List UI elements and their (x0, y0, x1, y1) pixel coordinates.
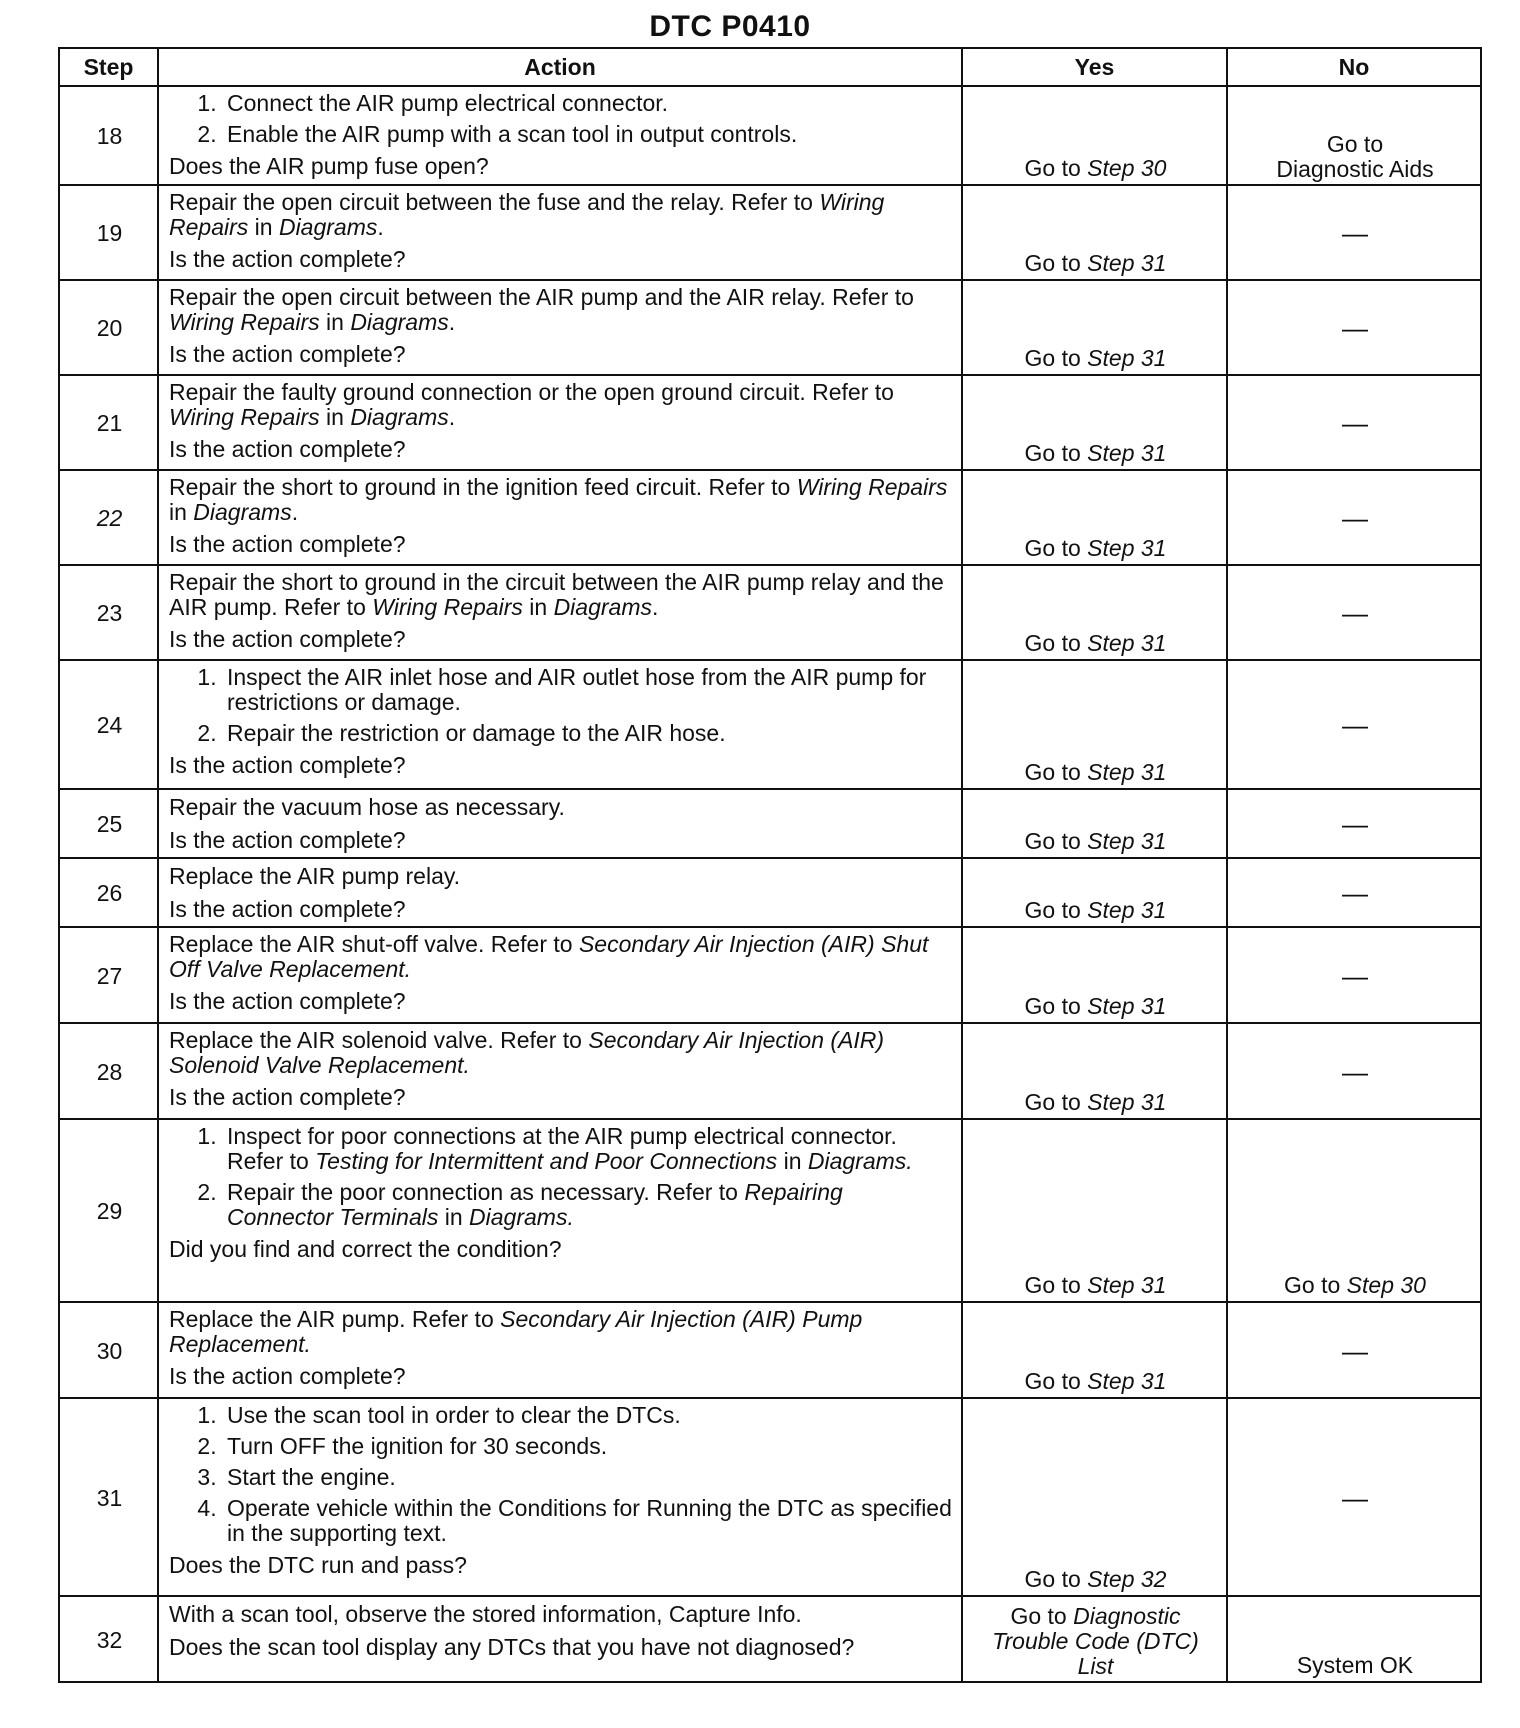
no-cell: — (1227, 185, 1481, 280)
action-description: Replace the AIR shut-off valve. Refer to Secondary Air Injection (AIR) Shut Off Valve Replacement. (169, 931, 929, 982)
action-cell (158, 86, 962, 185)
action-item: 1. Connect the AIR pump electrical connector. (223, 91, 953, 116)
table-row (59, 1596, 1481, 1682)
no-cell: — (1227, 1398, 1481, 1596)
action-description: Replace the AIR solenoid valve. Refer to Secondary Air Injection (AIR) Solenoid Valve Replacement. (169, 1027, 885, 1078)
step-number: 32 (59, 1596, 158, 1682)
step-number: 22 (59, 470, 158, 565)
yes-cell: Go to Step 31 (962, 185, 1227, 280)
action-description: Repair the faulty ground connection or the open ground circuit. Refer to Wiring Repairs in Diagrams. (169, 379, 894, 430)
action-line: Repair the vacuum hose as necessary. (169, 794, 565, 820)
yes-cell: Go to Step 31 (962, 927, 1227, 1023)
action-question: Did you find and correct the condition? (169, 1236, 562, 1262)
action-description: Replace the AIR pump. Refer to Secondary Air Injection (AIR) Pump Replacement. (169, 1306, 863, 1357)
action-question: Is the action complete? (169, 1084, 406, 1110)
no-cell: — (1227, 1023, 1481, 1119)
header-row (59, 48, 1481, 86)
yes-cell: Go to Step 31 (962, 565, 1227, 660)
action-question: Is the action complete? (169, 436, 406, 462)
table-row (59, 1302, 1481, 1398)
no-cell: — (1227, 375, 1481, 470)
action-question: Is the action complete? (169, 1363, 406, 1389)
step-number: 26 (59, 858, 158, 927)
yes-cell: Go to Step 31 (962, 280, 1227, 375)
action-question: Is the action complete? (169, 896, 406, 922)
action-cell (158, 470, 962, 565)
action-cell (158, 565, 962, 660)
dtc-table (58, 47, 1482, 1683)
yes-cell: Go to Step 31 (962, 1302, 1227, 1398)
action-line: With a scan tool, observe the stored information, Capture Info. (169, 1601, 802, 1627)
yes-cell: Go to Step 31 (962, 660, 1227, 789)
no-cell: Go to Diagnostic Aids (1227, 86, 1481, 185)
no-cell: — (1227, 927, 1481, 1023)
action-question: Is the action complete? (169, 626, 406, 652)
action-cell (158, 185, 962, 280)
action-list (169, 1403, 953, 1546)
action-cell (158, 280, 962, 375)
action-item: 2. Repair the poor connection as necessary. Refer to Repairing Connector Terminals in Diagrams. (223, 1180, 953, 1230)
no-cell: Go to Step 30 (1227, 1119, 1481, 1302)
action-question: Is the action complete? (169, 341, 406, 367)
no-cell: — (1227, 789, 1481, 858)
yes-text: Go to (1024, 155, 1088, 181)
yes-cell: Go to Step 32 (962, 1398, 1227, 1596)
table-row (59, 927, 1481, 1023)
yes-cell: Go to Step 31 (962, 1119, 1227, 1302)
action-cell (158, 858, 962, 927)
yes-step-ref: Step 30 (1087, 155, 1167, 181)
action-item: 2. Repair the restriction or damage to the AIR hose. (223, 721, 953, 746)
action-description: Repair the open circuit between the fuse and the relay. Refer to Wiring Repairs in Diagrams. (169, 189, 885, 240)
header-action: Action (158, 48, 962, 86)
yes-cell: Go to Step 31 (962, 858, 1227, 927)
action-question: Is the action complete? (169, 531, 406, 557)
yes-cell: Go to Diagnostic Trouble Code (DTC) List (962, 1596, 1227, 1682)
action-item: 1. Inspect the AIR inlet hose and AIR outlet hose from the AIR pump for restrictions or damage. (223, 665, 953, 715)
table-row (59, 1119, 1481, 1302)
table-row (59, 86, 1481, 185)
yes-cell: Go to Step 31 (962, 789, 1227, 858)
table-row (59, 1398, 1481, 1596)
action-question: Is the action complete? (169, 988, 406, 1014)
header-no: No (1227, 48, 1481, 86)
table-row (59, 280, 1481, 375)
table-row (59, 789, 1481, 858)
step-number: 30 (59, 1302, 158, 1398)
no-cell: — (1227, 660, 1481, 789)
document-title: DTC P0410 (649, 10, 811, 43)
step-number: 19 (59, 185, 158, 280)
action-cell (158, 375, 962, 470)
step-number: 25 (59, 789, 158, 858)
step-number: 24 (59, 660, 158, 789)
no-cell: — (1227, 565, 1481, 660)
action-question: Does the scan tool display any DTCs that you have not diagnosed? (169, 1634, 855, 1660)
no-cell: — (1227, 858, 1481, 927)
action-question: Is the action complete? (169, 827, 406, 853)
action-item: 1. Inspect for poor connections at the AIR pump electrical connector. Refer to Testing for Intermittent and Poor Connections in Diagrams. (223, 1124, 953, 1174)
action-cell (158, 1596, 962, 1682)
step-number: 28 (59, 1023, 158, 1119)
action-question: Does the DTC run and pass? (169, 1552, 467, 1578)
table-row (59, 185, 1481, 280)
action-question: Does the AIR pump fuse open? (169, 153, 489, 179)
action-cell (158, 1302, 962, 1398)
action-item: 1. Use the scan tool in order to clear the DTCs. (223, 1403, 953, 1428)
action-question: Is the action complete? (169, 246, 406, 272)
yes-cell: Go to Step 31 (962, 375, 1227, 470)
action-list (169, 665, 953, 746)
table-row (59, 565, 1481, 660)
step-number: 31 (59, 1398, 158, 1596)
action-description: Repair the short to ground in the circuit between the AIR pump relay and the AIR pump. Refer to Wiring Repairs in Diagrams. (169, 569, 944, 620)
step-number: 18 (59, 86, 158, 185)
action-cell (158, 1398, 962, 1596)
step-number: 20 (59, 280, 158, 375)
action-question: Is the action complete? (169, 752, 406, 778)
step-number: 23 (59, 565, 158, 660)
action-list (169, 91, 953, 147)
table-row (59, 858, 1481, 927)
yes-cell (962, 86, 1227, 185)
step-number: 27 (59, 927, 158, 1023)
table-row (59, 375, 1481, 470)
yes-cell: Go to Step 31 (962, 1023, 1227, 1119)
action-item: 2. Turn OFF the ignition for 30 seconds. (223, 1434, 953, 1459)
header-yes: Yes (962, 48, 1227, 86)
action-cell (158, 927, 962, 1023)
no-cell: — (1227, 280, 1481, 375)
step-number: 21 (59, 375, 158, 470)
header-step: Step (59, 48, 158, 86)
action-item: 3. Start the engine. (223, 1465, 953, 1490)
table-row (59, 470, 1481, 565)
action-cell (158, 789, 962, 858)
no-cell: — (1227, 1302, 1481, 1398)
action-cell (158, 1023, 962, 1119)
table-row (59, 660, 1481, 789)
yes-cell: Go to Step 31 (962, 470, 1227, 565)
action-cell (158, 1119, 962, 1302)
action-line: Replace the AIR pump relay. (169, 863, 461, 889)
action-item: 2. Enable the AIR pump with a scan tool in output controls. (223, 122, 953, 147)
action-cell (158, 660, 962, 789)
step-number: 29 (59, 1119, 158, 1302)
action-item: 4. Operate vehicle within the Conditions for Running the DTC as specified in the supporting text. (223, 1496, 953, 1546)
action-description: Repair the short to ground in the ignition feed circuit. Refer to Wiring Repairs in Diagrams. (169, 474, 948, 525)
table-row (59, 1023, 1481, 1119)
no-cell: System OK (1227, 1596, 1481, 1682)
action-description: Repair the open circuit between the AIR pump and the AIR relay. Refer to Wiring Repairs in Diagrams. (169, 284, 914, 335)
no-cell: — (1227, 470, 1481, 565)
action-list (169, 1124, 953, 1230)
